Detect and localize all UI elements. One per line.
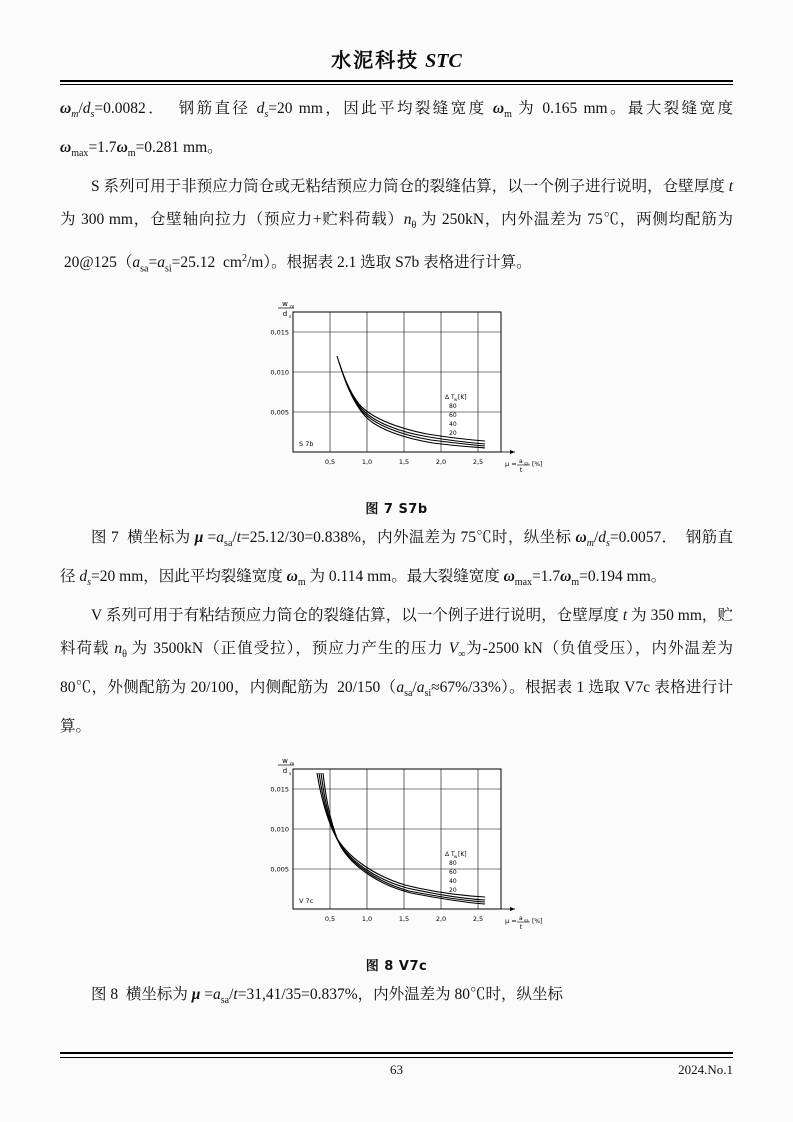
svg-text:1,5: 1,5	[398, 457, 409, 466]
issue-label: 2024.No.1	[678, 1062, 733, 1077]
svg-text:40: 40	[448, 877, 457, 885]
svg-text:2,5: 2,5	[472, 914, 483, 923]
svg-text:w: w	[453, 853, 457, 859]
svg-text:[%]: [%]	[531, 917, 542, 925]
svg-text:a: a	[518, 457, 523, 465]
page-content	[60, 92, 733, 1017]
svg-text:V 7c: V 7c	[298, 896, 313, 905]
svg-text:d: d	[282, 766, 287, 775]
journal-title	[331, 48, 462, 72]
svg-text:2,5: 2,5	[472, 457, 483, 466]
figure-8-chart	[247, 753, 547, 948]
svg-text:60: 60	[448, 868, 457, 876]
svg-text:0,5: 0,5	[324, 457, 335, 466]
svg-text:Δ T: Δ T	[444, 850, 455, 858]
svg-text:0,015: 0,015	[269, 328, 289, 337]
chart-s7b	[247, 296, 547, 491]
svg-text:20: 20	[448, 886, 457, 894]
figure-8-caption: 图 8 V7c	[365, 958, 428, 974]
svg-text:s: s	[288, 771, 291, 777]
svg-text:s: s	[288, 314, 291, 320]
footer-rule-thick	[60, 1052, 733, 1054]
svg-text:sa: sa	[523, 460, 529, 466]
svg-text:1,0: 1,0	[361, 914, 372, 923]
paragraph-3: 图 7 横坐标为 $\mu =a_{sa}/t=25.12/30=0.838\%$，内外温差为 75℃时，纵坐标 $\omega_m/d_s=0.0057$． 钢筋直径 $d_s=20$ mm，因此平均裂缝宽度 $\omega_m$ 为 0.114 mm。最大裂缝宽度 $\omega_{max}=1.7\omega_m=0.194$ mm。	[60, 528, 733, 588]
svg-text:0,005: 0,005	[269, 408, 289, 417]
svg-text:d: d	[282, 309, 287, 318]
svg-text:0,015: 0,015	[269, 785, 289, 794]
chart-v7c	[247, 753, 547, 948]
footer-rule-thin	[60, 1057, 733, 1058]
figure-7	[60, 296, 733, 517]
svg-text:80: 80	[448, 859, 457, 867]
journal-title-en: STC	[425, 50, 462, 72]
svg-text:t: t	[519, 923, 522, 931]
svg-text:t: t	[519, 466, 522, 474]
svg-text:2,0: 2,0	[435, 457, 446, 466]
svg-text:S 7b: S 7b	[298, 439, 313, 448]
svg-text:20: 20	[448, 429, 457, 437]
svg-text:0,010: 0,010	[269, 368, 289, 377]
svg-text:μ =: μ =	[504, 459, 517, 468]
svg-text:2,0: 2,0	[435, 914, 446, 923]
svg-text:w: w	[453, 396, 457, 402]
svg-text:0,005: 0,005	[269, 865, 289, 874]
page-header	[60, 44, 733, 73]
svg-text:1,0: 1,0	[361, 457, 372, 466]
svg-text:80: 80	[448, 402, 457, 410]
svg-text:0,010: 0,010	[269, 825, 289, 834]
svg-text:Δ T: Δ T	[444, 393, 455, 401]
svg-text:w: w	[281, 299, 288, 308]
svg-text:1,5: 1,5	[398, 914, 409, 923]
svg-text:0,5: 0,5	[324, 914, 335, 923]
svg-text:μ =: μ =	[504, 916, 517, 925]
svg-text:[%]: [%]	[531, 460, 542, 468]
paragraph-1: $\omega_m/d_s=0.0082$． 钢筋直径 $d_s=20$ mm，因此平均裂缝宽度 $\omega_m$ 为 0.165 mm。最大裂缝宽度 $\omega_{max}=1.7\omega_m=0.281$ mm。	[60, 100, 733, 160]
journal-title-cn: 水泥科技	[331, 48, 420, 72]
svg-text:40: 40	[448, 420, 457, 428]
paragraph-5: 图 8 横坐标为 $\mu =a_{sa}/t=31,41/35=0.837\%$，内外温差为 80℃时，纵坐标	[91, 985, 564, 1006]
svg-text:m: m	[289, 304, 294, 310]
svg-text:sa: sa	[523, 917, 529, 923]
paragraph-4: V 系列可用于有粘结预应力筒仓的裂缝估算，以一个例子进行说明，仓壁厚度 t 为 350 mm，贮料荷载 $n_\theta$ 为 3500kN（正值受拉），预应力产生的压力 $V_\infty$为-2500 kN（负值受压），内外温差为 80℃，外侧配筋为 20/100，内侧配筋为 $20/150(a_{sa}/a_{si}\approx 67\%/33\%)$。根据表 1 选取 V7c 表格进行计算。	[60, 606, 733, 735]
svg-text:[K]: [K]	[457, 393, 467, 401]
svg-text:m: m	[289, 761, 294, 767]
svg-text:w: w	[281, 756, 288, 765]
header-rule-thick	[60, 80, 733, 82]
header-rule-thin	[60, 84, 733, 85]
figure-7-chart	[247, 296, 547, 491]
svg-text:a: a	[518, 914, 523, 922]
figure-7-caption: 图 7 S7b	[365, 501, 428, 517]
paragraph-2: S 系列可用于非预应力筒仓或无粘结预应力筒仓的裂缝估算，以一个例子进行说明，仓壁厚度 t 为 300 mm，仓壁轴向拉力（预应力+贮料荷载）$n_\theta$ 为 250kN，内外温差为 75℃，两侧均配筋为 $20@125(a_{sa}=a_{si}=25.12$ $cm^2/m$）。根据表 2.1 选取 S7b 表格进行计算。	[60, 178, 733, 275]
svg-text:60: 60	[448, 411, 457, 419]
svg-text:[K]: [K]	[457, 850, 467, 858]
page-number: 63	[390, 1062, 403, 1077]
figure-8	[60, 753, 733, 974]
